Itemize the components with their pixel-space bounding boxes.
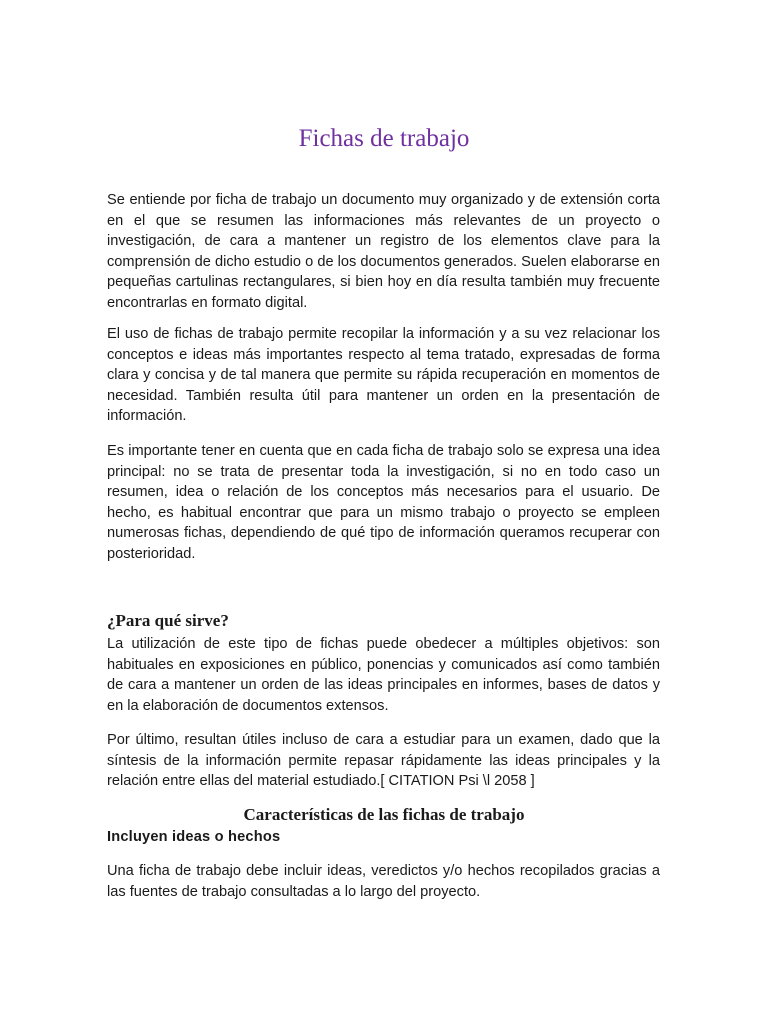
section-heading-caracteristicas: Características de las fichas de trabajo [243, 805, 525, 824]
intro-paragraph-3: Es importante tener en cuenta que en cada ficha de trabajo solo se expresa una idea principal: no se trata de presentar toda la investigación, si no en todo caso un resumen, idea o relación de los conceptos más necesarios para el usuario. De hecho, es habitual encontrar que para un mismo trabajo o proyecto se empleen numerosas fichas, dependiendo de qué tipo de información queramos recuperar con posterioridad. [107, 443, 660, 562]
intro-paragraph-1: Se entiende por ficha de trabajo un documento muy organizado y de extensión corta en el que se resumen las informaciones más relevantes de un proyecto o investigación, de cara a mantener un registro de los elementos clave para la comprensión de dicho estudio o de los documentos generados. Suelen elaborarse en pequeñas cartulinas rectangulares, si bien hoy en día resulta también muy frecuente encontrarlas en formato digital. [107, 192, 660, 311]
intro-paragraph-2: El uso de fichas de trabajo permite recopilar la información y a su vez relacionar los conceptos e ideas más importantes respecto al tema tratado, expresadas de forma clara y concisa y de tal manera que permite su rápida recuperación en momentos de necesidad. También resulta útil para mantener un orden en la presentación de información. [107, 326, 660, 425]
section-heading-para-que-sirve: ¿Para qué sirve? [107, 611, 229, 630]
subheading-incluyen-ideas: Incluyen ideas o hechos [107, 829, 281, 845]
document-title: Fichas de trabajo [298, 125, 470, 152]
section1-paragraph-1: La utilización de este tipo de fichas puede obedecer a múltiples objetivos: son habituales en exposiciones en público, ponencias y comunicados así como también de cara a mantener un orden de las ideas principales en informes, bases de datos y en la elaboración de documentos extensos. [107, 636, 660, 714]
section2-paragraph: Una ficha de trabajo debe incluir ideas, veredictos y/o hechos recopilados gracias a las fuentes de trabajo consultadas a lo largo del proyecto. [107, 863, 660, 900]
section1-paragraph-2: Por último, resultan útiles incluso de cara a estudiar para un examen, dado que la síntesis de la información permite repasar rápidamente las ideas principales y la relación entre ellas del material estudiado.[ CITATION Psi \l 2058 ] [107, 732, 660, 790]
